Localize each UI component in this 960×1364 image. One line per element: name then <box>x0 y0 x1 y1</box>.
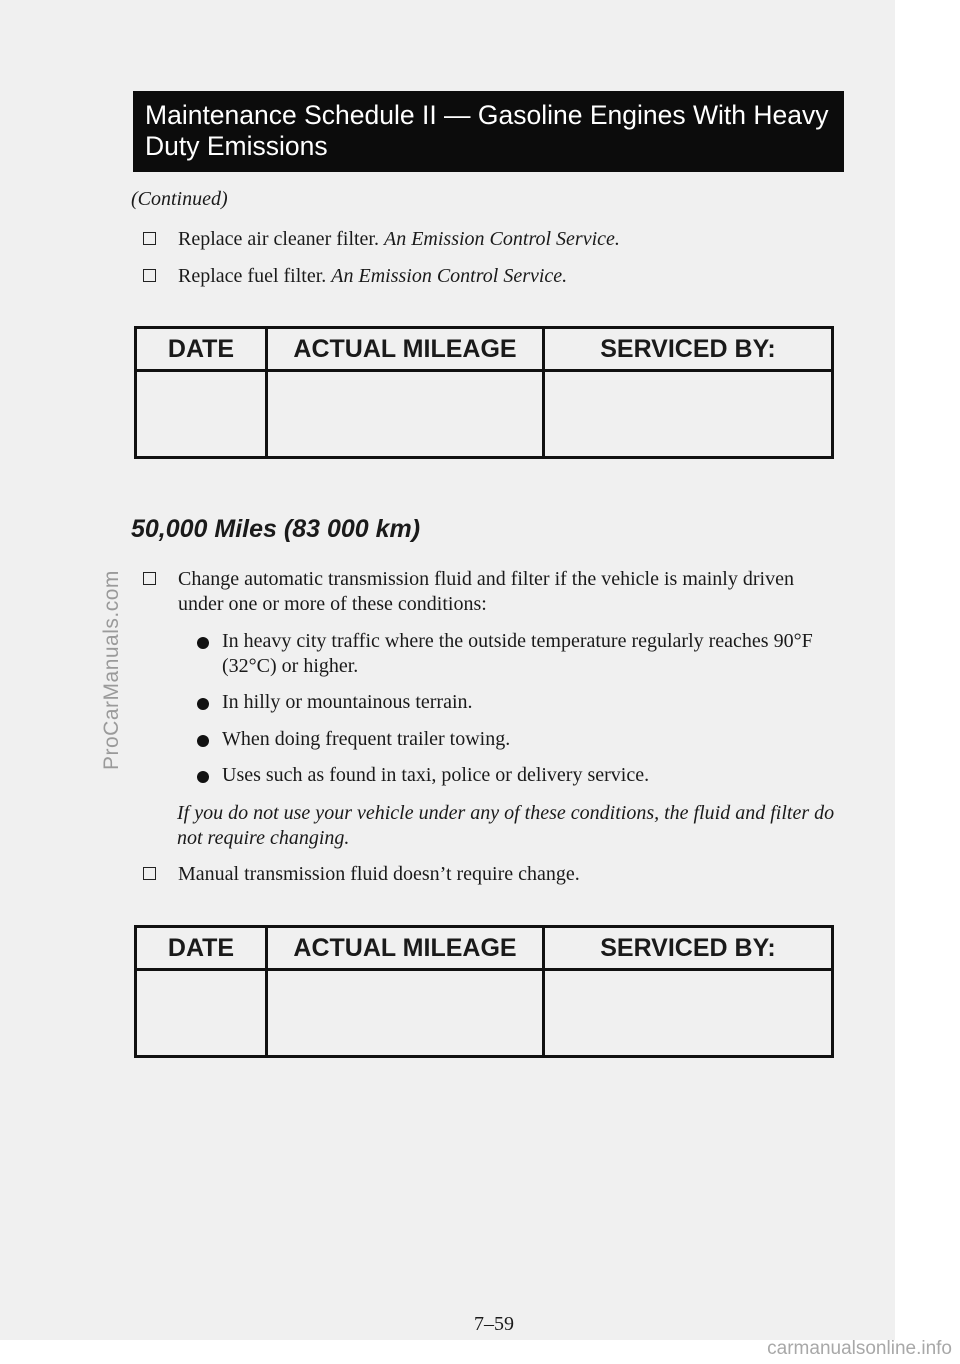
mileage-header: ACTUAL MILEAGE <box>267 328 544 371</box>
date-cell[interactable] <box>136 371 267 458</box>
condition-text: Uses such as found in taxi, police or delivery service. <box>222 764 650 786</box>
service-record-table-2 <box>134 925 834 1058</box>
item-text: Replace fuel filter. <box>178 265 327 287</box>
checklist-item-air-filter <box>143 227 833 252</box>
conditions-note: If you do not use your vehicle under any of these conditions, the fluid and filter do not require changing. <box>177 802 835 849</box>
serviced-by-header: SERVICED BY: <box>544 328 833 371</box>
bullet-icon <box>197 698 209 710</box>
side-watermark: ProCarManuals.com <box>100 570 123 770</box>
date-header: DATE <box>136 328 267 371</box>
footer-watermark: carmanualsonline.info <box>767 1338 952 1359</box>
table-row <box>136 970 833 1057</box>
condition-item <box>197 763 837 788</box>
condition-item <box>197 629 837 679</box>
checkbox-icon[interactable] <box>143 867 156 880</box>
bullet-icon <box>197 735 209 747</box>
item-note: An Emission Control Service. <box>384 228 620 250</box>
checkbox-icon[interactable] <box>143 572 156 585</box>
condition-text: In hilly or mountainous terrain. <box>222 691 473 713</box>
page-number: 7–59 <box>474 1313 514 1335</box>
condition-text: In heavy city traffic where the outside temperature regularly reaches 90°F (32°C) or higher. <box>222 630 813 677</box>
condition-item <box>197 690 837 715</box>
item-text: Replace air cleaner filter. <box>178 228 379 250</box>
date-header: DATE <box>136 927 267 970</box>
serviced-by-cell[interactable] <box>544 970 833 1057</box>
item-text: Change automatic transmission fluid and filter if the vehicle is mainly driven under one or more of these conditions: <box>178 568 794 615</box>
mileage-cell[interactable] <box>267 970 544 1057</box>
title-bar <box>133 91 844 172</box>
page-title: Maintenance Schedule II — Gasoline Engines With Heavy Duty Emissions <box>145 100 829 161</box>
item-note: An Emission Control Service. <box>331 265 568 287</box>
bullet-icon <box>197 637 209 649</box>
checkbox-icon[interactable] <box>143 232 156 245</box>
table-header-row <box>136 328 833 371</box>
checkbox-icon[interactable] <box>143 269 156 282</box>
section-heading: 50,000 Miles (83 000 km) <box>131 515 421 543</box>
checklist-item-fuel-filter <box>143 264 833 289</box>
mileage-header: ACTUAL MILEAGE <box>267 927 544 970</box>
bullet-icon <box>197 771 209 783</box>
condition-text: When doing frequent trailer towing. <box>222 728 511 750</box>
mileage-cell[interactable] <box>267 371 544 458</box>
serviced-by-cell[interactable] <box>544 371 833 458</box>
condition-item <box>197 727 837 752</box>
table-row <box>136 371 833 458</box>
service-record-table-1 <box>134 326 834 459</box>
date-cell[interactable] <box>136 970 267 1057</box>
table-header-row <box>136 927 833 970</box>
checklist-item-auto-transmission <box>143 567 833 617</box>
serviced-by-header: SERVICED BY: <box>544 927 833 970</box>
checklist-item-manual-transmission <box>143 862 833 887</box>
item-text: Manual transmission fluid doesn’t require change. <box>178 863 580 885</box>
continued-label: (Continued) <box>131 188 228 210</box>
